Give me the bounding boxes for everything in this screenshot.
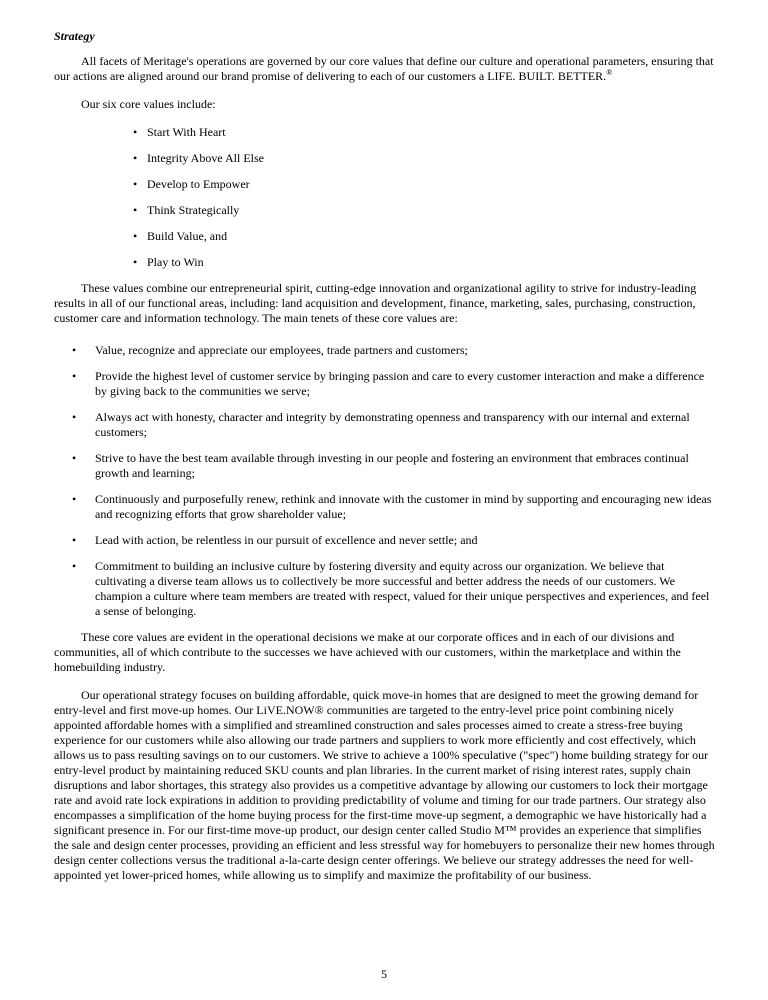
core-value-item: • Play to Win xyxy=(147,255,716,270)
core-values-list xyxy=(54,125,716,270)
core-value-item: • Develop to Empower xyxy=(147,177,716,192)
core-value-item: • Start With Heart xyxy=(147,125,716,140)
tenet-item: • Continuously and purposefully renew, rethink and innovate with the customer in mind by supporting and encouraging new ideas and recognizing efforts that grow shareholder value; xyxy=(95,492,716,522)
section-heading-strategy: Strategy xyxy=(54,29,95,43)
core-value-item: • Integrity Above All Else xyxy=(147,151,716,166)
tenet-item: • Strive to have the best team available through investing in our people and fostering an environment that embraces continual growth and learning; xyxy=(95,451,716,481)
tenet-item: • Value, recognize and appreciate our employees, trade partners and customers; xyxy=(95,343,716,358)
tenet-item: • Lead with action, be relentless in our pursuit of excellence and never settle; and xyxy=(95,533,716,548)
tenet-item: • Always act with honesty, character and integrity by demonstrating openness and transparency with our internal and external customers; xyxy=(95,410,716,440)
registered-trademark-superscript: ® xyxy=(606,68,613,77)
core-value-item: • Build Value, and xyxy=(147,229,716,244)
page-number: 5 xyxy=(381,967,387,981)
paragraph-brand-promise xyxy=(54,54,716,84)
paragraph-core-values-evident: These core values are evident in the operational decisions we make at our corporate offices and in each of our divisions and communities, all of which contribute to the successes we have achieved with our customers, within the marketplace and within the homebuilding industry. xyxy=(54,630,681,674)
tenet-item: • Provide the highest level of customer service by bringing passion and care to every customer interaction and make a difference by giving back to the communities we serve; xyxy=(95,369,716,399)
paragraph-brand-promise-text: All facets of Meritage's operations are governed by our core values that define our culture and operational parameters, ensuring that our actions are aligned around our brand promise of delivering to each of our customers a LIFE. BUILT. BETTER. xyxy=(54,54,714,83)
paragraph-values-combine: These values combine our entrepreneurial spirit, cutting-edge innovation and organizational agility to strive for industry-leading results in all of our functional areas, including: land acquisition and development, finance, marketing, sales, purchasing, construction, customer care and information technology. The main tenets of these core values are: xyxy=(54,281,697,325)
paragraph-operational-strategy: Our operational strategy focuses on building affordable, quick move-in homes that are designed to meet the growing demand for entry-level and first move-up homes. Our LiVE.NOW® communities are targeted to the entry-level price point combining nicely appointed affordable homes with a simplified and streamlined construction and sales processes aimed to create a stress-free buying experience for our customers while also allowing our trade partners and suppliers to work more efficiently and cost effectively, which allows us to pass resulting savings on to our customers. We strive to achieve a 100% speculative ("spec") home building strategy for our entry-level product by maintaining reduced SKU counts and plan libraries. In the current market of rising interest rates, supply chain disruptions and labor shortages, this strategy also provides us a competitive advantage by allowing our customers to lock their mortgage rate and avoid rate lock expirations in addition to providing predictability of volume and timing for our trade partners. Our strategy also encompasses a simplification of the home buying process for the first-time move-up segment, a demographic we have historically had a significant presence in. For our first-time move-up product, our design center called Studio M™ provides an experience that simplifies the sale and design center processes, providing an efficient and less stressful way for homebuyers to personalize their new homes through design center collections versus the traditional a-la-carte design center offerings. We believe our strategy addresses the need for well-appointed yet lower-priced homes, while allowing us to simplify and maximize the profitability of our business. xyxy=(54,688,715,882)
core-value-item: • Think Strategically xyxy=(147,203,716,218)
tenet-item: • Commitment to building an inclusive culture by fostering diversity and equity across our organization. We believe that cultivating a diverse team allows us to collectively be more successful and better address the needs of our customers. We champion a culture where team members are treated with respect, valued for their unique perspectives and experiences, and feel a sense of belonging. xyxy=(95,559,716,619)
paragraph-core-values-lead: Our six core values include: xyxy=(81,97,216,111)
tenets-list xyxy=(54,339,716,619)
